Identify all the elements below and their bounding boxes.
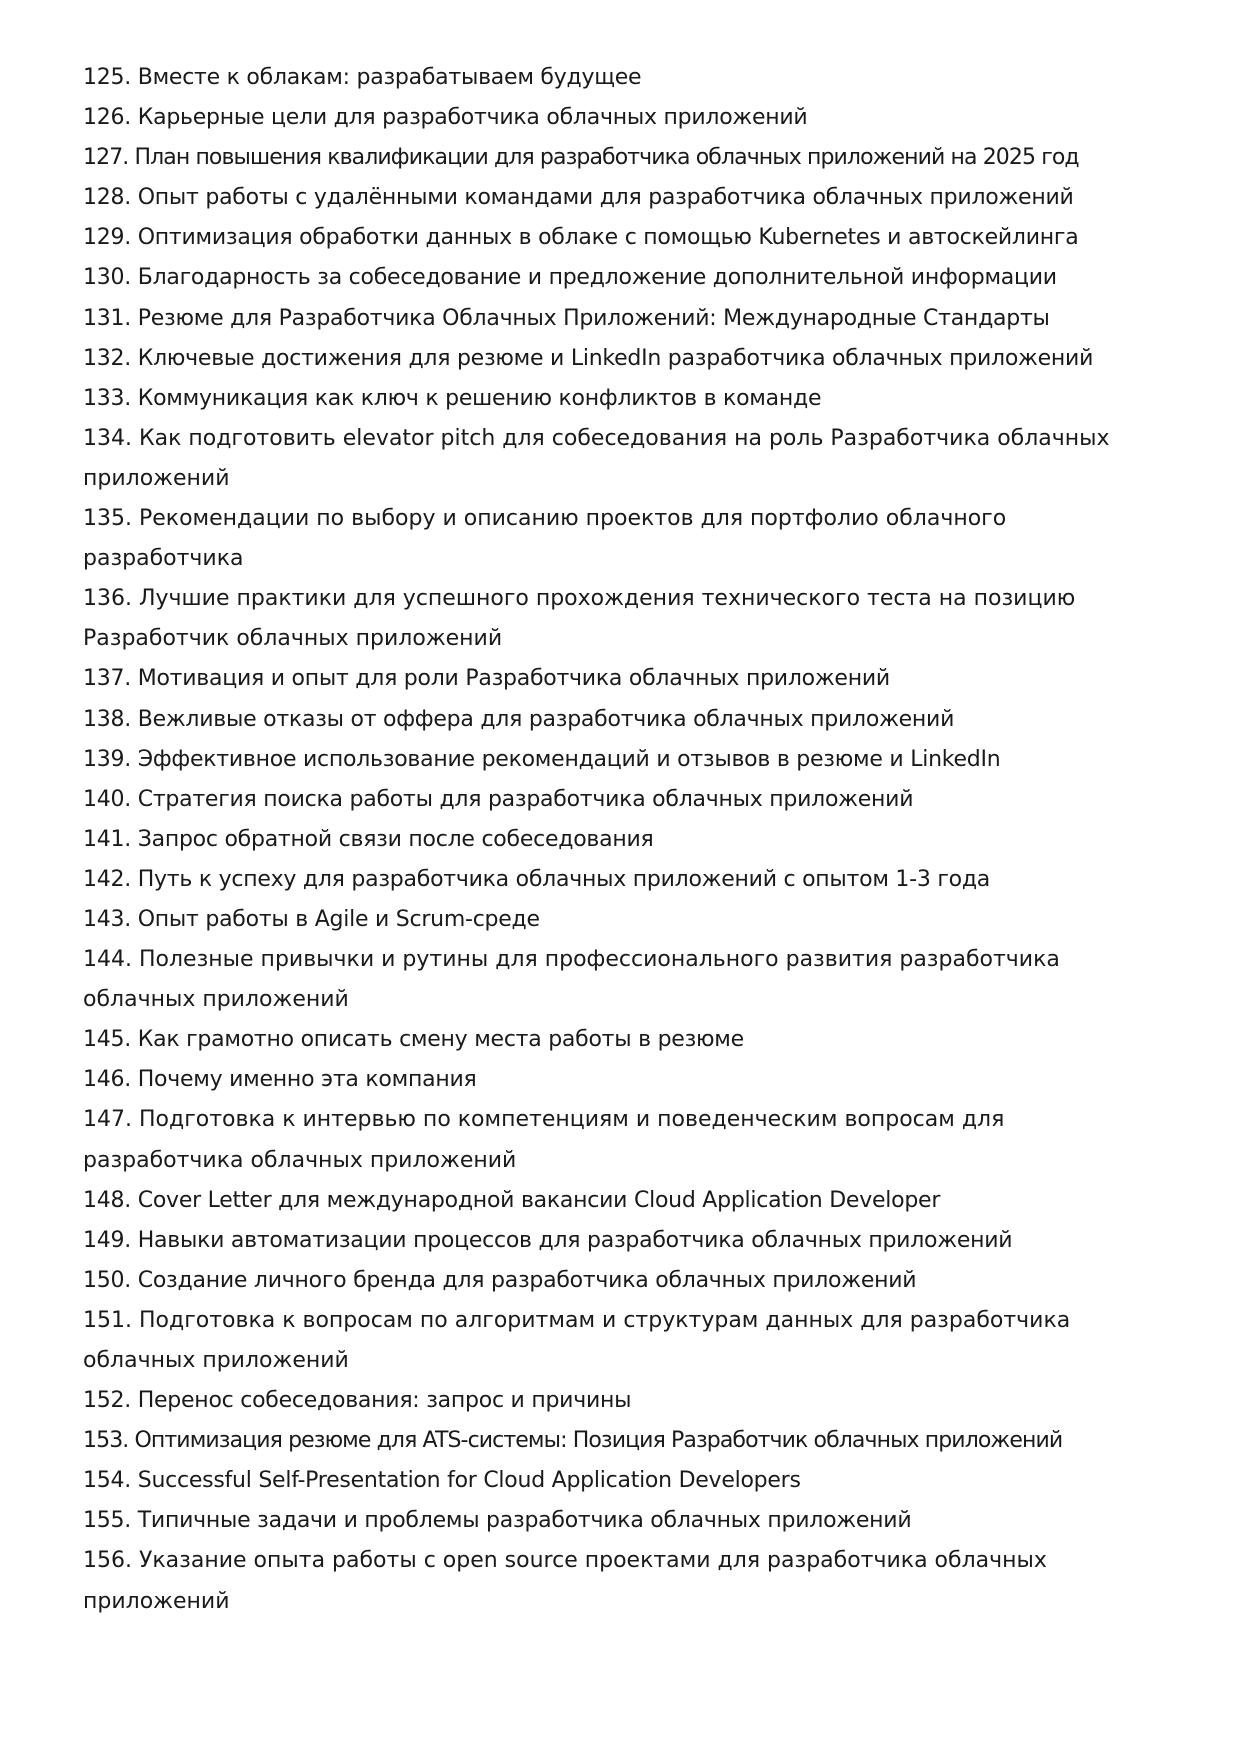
list-item: 149. Навыки автоматизации процессов для разработчика облачных приложений	[83, 1227, 1013, 1253]
list-item: 137. Мотивация и опыт для роли Разработчика облачных приложений	[83, 666, 890, 692]
list-item: 153. Оптимизация резюме для ATS-системы: Позиция Разработчик облачных приложений	[83, 1428, 1063, 1454]
list-item: 131. Резюме для Разработчика Облачных Приложений: Международные Стандарты	[83, 305, 1050, 331]
list-item: 130. Благодарность за собеседование и предложение дополнительной информации	[83, 265, 1057, 291]
list-item: 143. Опыт работы в Agile и Scrum-среде	[83, 906, 540, 932]
list-item: 155. Типичные задачи и проблемы разработчика облачных приложений	[83, 1508, 912, 1534]
list-item: 126. Карьерные цели для разработчика облачных приложений	[83, 105, 808, 131]
list-item: 156. Указание опыта работы с open source проектами для разработчика облачных приложений	[83, 1548, 1047, 1614]
list-item: 139. Эффективное использование рекомендаций и отзывов в резюме и LinkedIn	[83, 746, 1001, 772]
list-item: 136. Лучшие практики для успешного прохождения технического теста на позицию Разработчик облачных приложений	[83, 586, 1076, 652]
list-item: 128. Опыт работы с удалёнными командами для разработчика облачных приложений	[83, 185, 1074, 211]
list-item: 135. Рекомендации по выбору и описанию проектов для портфолио облачного разработчика	[83, 506, 1007, 572]
list-item: 125. Вместе к облакам: разрабатываем будущее	[83, 65, 642, 90]
list-item: 152. Перенос собеседования: запрос и причины	[83, 1388, 632, 1414]
list-item: 133. Коммуникация как ключ к решению конфликтов в команде	[83, 385, 822, 411]
list-item: 144. Полезные привычки и рутины для профессионального развития разработчика облачных приложений	[83, 947, 1060, 1013]
list-item: 127. План повышения квалификации для разработчика облачных приложений на 2025 год	[83, 145, 1079, 171]
list-item: 134. Как подготовить elevator pitch для собеседования на роль Разработчика облачных приложений	[83, 425, 1110, 491]
list-item: 141. Запрос обратной связи после собеседования	[83, 826, 654, 852]
list-item: 154. Successful Self-Presentation for Cloud Application Developers	[83, 1468, 801, 1494]
list-item: 132. Ключевые достижения для резюме и LinkedIn разработчика облачных приложений	[83, 345, 1094, 371]
list-item: 146. Почему именно эта компания	[83, 1067, 477, 1093]
list-item: 147. Подготовка к интервью по компетенциям и поведенческим вопросам для разработчика облачных приложений	[83, 1107, 1005, 1173]
list-item: 151. Подготовка к вопросам по алгоритмам и структурам данных для разработчика облачных приложений	[83, 1307, 1071, 1373]
list-item: 140. Стратегия поиска работы для разработчика облачных приложений	[83, 786, 914, 812]
document-page	[83, 58, 1163, 1622]
list-item: 138. Вежливые отказы от оффера для разработчика облачных приложений	[83, 706, 955, 732]
list-item: 142. Путь к успеху для разработчика облачных приложений с опытом 1-3 года	[83, 866, 991, 892]
list-item: 145. Как грамотно описать смену места работы в резюме	[83, 1027, 744, 1053]
list-item: 148. Cover Letter для международной вакансии Cloud Application Developer	[83, 1187, 941, 1213]
list-item: 150. Создание личного бренда для разработчика облачных приложений	[83, 1267, 917, 1293]
list-item: 129. Оптимизация обработки данных в облаке с помощью Kubernetes и автоскейлинга	[83, 225, 1079, 251]
